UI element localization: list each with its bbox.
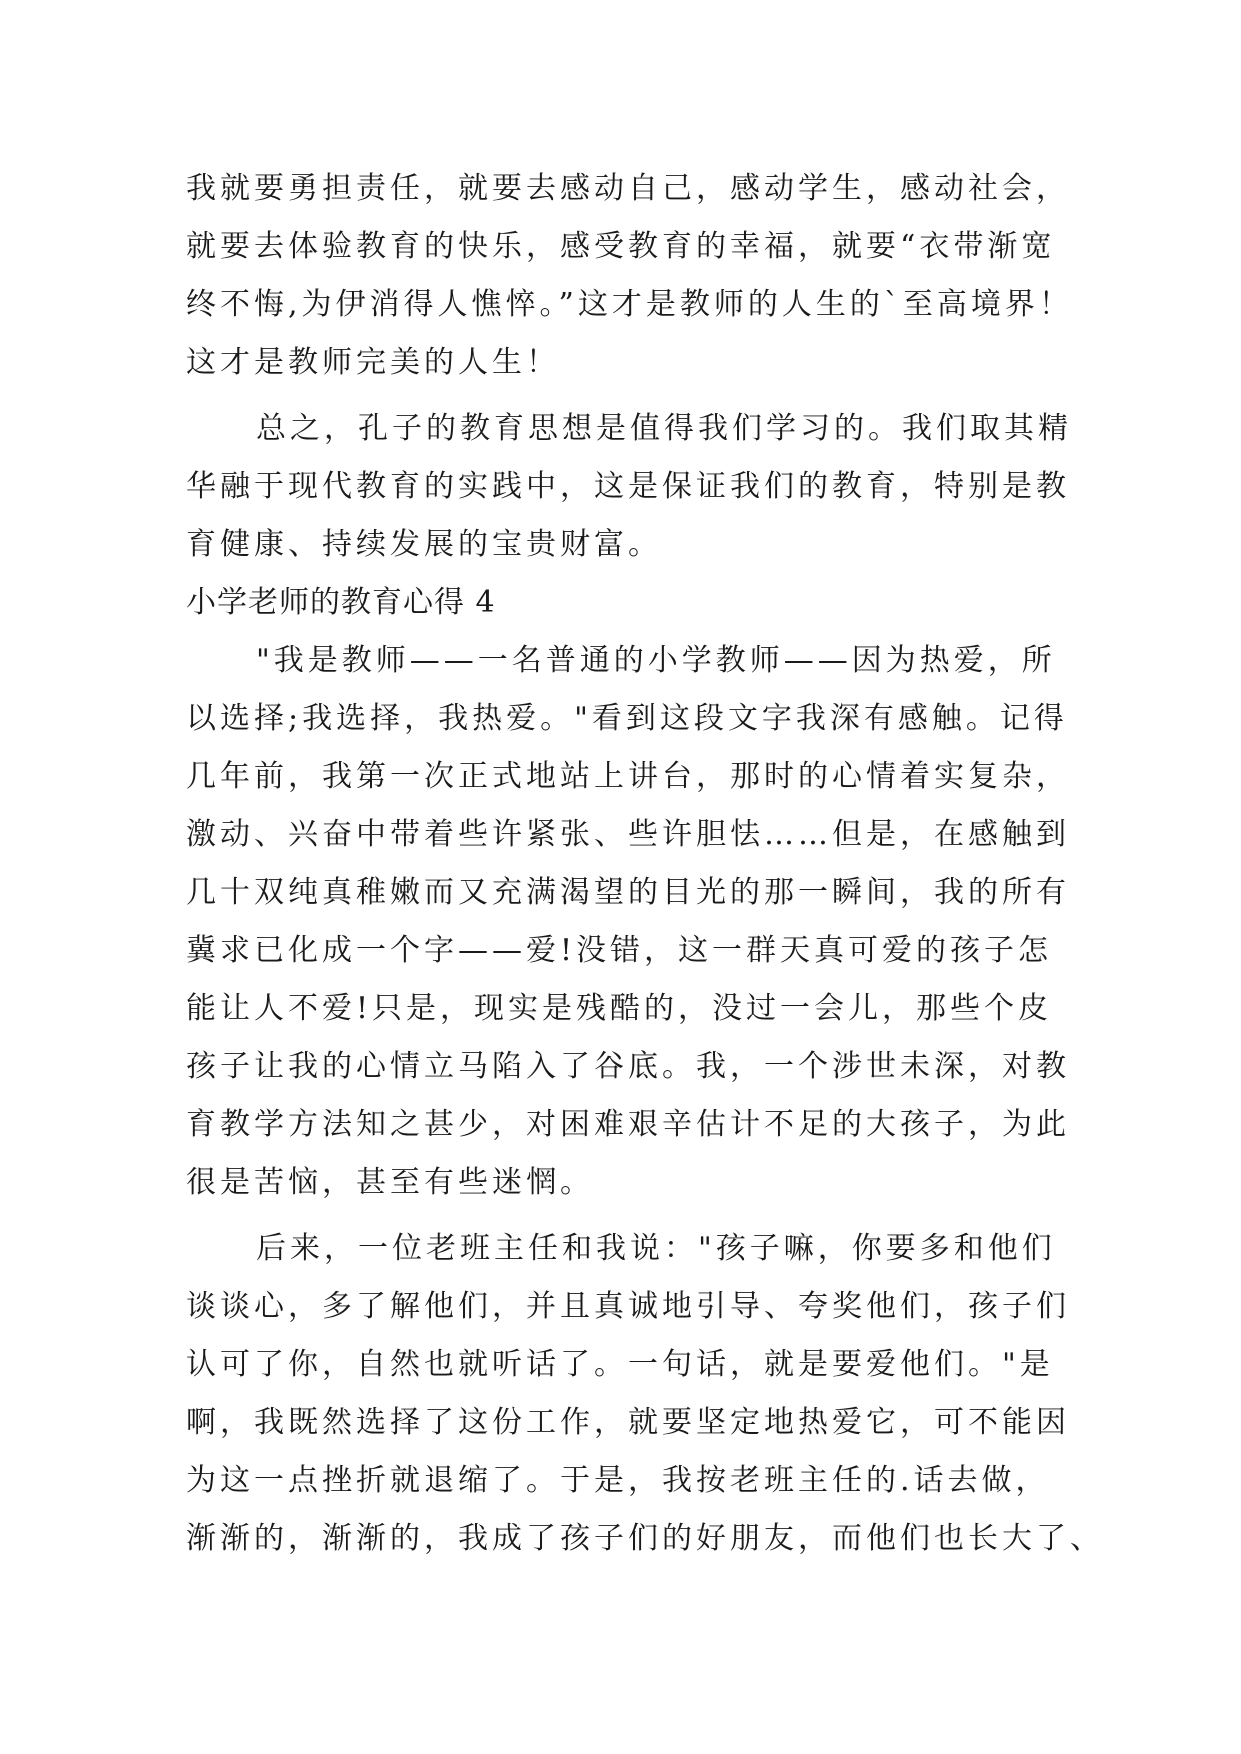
- paragraph: [186, 1220, 1104, 1568]
- text-line: 为这一点挫折就退缩了。于是，我按老班主任的.话去做，: [186, 1463, 1050, 1498]
- paragraph: [186, 160, 1073, 392]
- text-line: 以选择;我选择，我热爱。"看到这段文字我深有感触。记得: [186, 701, 1068, 736]
- text-line: 谈谈心，多了解他们，并且真诚地引导、夸奖他们，孩子们: [186, 1289, 1070, 1324]
- section-title: 小学老师的教育心得 4: [186, 585, 496, 620]
- text-line: 育教学方法知之甚少，对困难艰辛估计不足的大孩子，为此: [186, 1107, 1070, 1142]
- text-line: 这才是教师完美的人生！: [186, 345, 560, 380]
- text-line: 终不悔,为伊消得人憔悴。”这才是教师的人生的`至高境界！: [186, 287, 1073, 322]
- text-line: 几十双纯真稚嫩而又充满渴望的目光的那一瞬间，我的所有: [186, 875, 1070, 910]
- text-line: 后来，一位老班主任和我说："孩子嘛，你要多和他们: [256, 1231, 1056, 1266]
- text-line: 啊，我既然选择了这份工作，就要坚定地热爱它，可不能因: [186, 1405, 1070, 1440]
- text-line: "我是教师——一名普通的小学教师——因为热爱，所: [256, 643, 1056, 678]
- text-line: 激动、兴奋中带着些许紧张、些许胆怯……但是，在感触到: [186, 817, 1070, 852]
- paragraph: [186, 400, 1072, 574]
- text-line: 华融于现代教育的实践中，这是保证我们的教育，特别是教: [186, 469, 1070, 504]
- text-line: 认可了你，自然也就听话了。一句话，就是要爱他们。"是: [186, 1347, 1054, 1382]
- text-line: 几年前，我第一次正式地站上讲台，那时的心情着实复杂，: [186, 759, 1070, 794]
- text-line: 就要去体验教育的快乐，感受教育的幸福，就要“衣带渐宽: [186, 229, 1056, 264]
- text-line: 育健康、持续发展的宝贵财富。: [186, 527, 662, 562]
- text-line: 我就要勇担责任，就要去感动自己，感动学生，感动社会，: [186, 171, 1070, 206]
- document-body: [186, 160, 1104, 1568]
- paragraph: [186, 632, 1070, 1212]
- text-line: 能让人不爱!只是，现实是残酷的，没过一会儿，那些个皮: [186, 991, 1053, 1026]
- text-line: 总之，孔子的教育思想是值得我们学习的。我们取其精: [256, 411, 1072, 446]
- text-line: 很是苦恼，甚至有些迷惘。: [186, 1165, 594, 1200]
- text-line: 冀求已化成一个字——爱!没错，这一群天真可爱的孩子怎: [186, 933, 1053, 968]
- text-line: 孩子让我的心情立马陷入了谷底。我，一个涉世未深，对教: [186, 1049, 1070, 1084]
- text-line: 渐渐的，渐渐的，我成了孩子们的好朋友，而他们也长大了、: [186, 1521, 1104, 1556]
